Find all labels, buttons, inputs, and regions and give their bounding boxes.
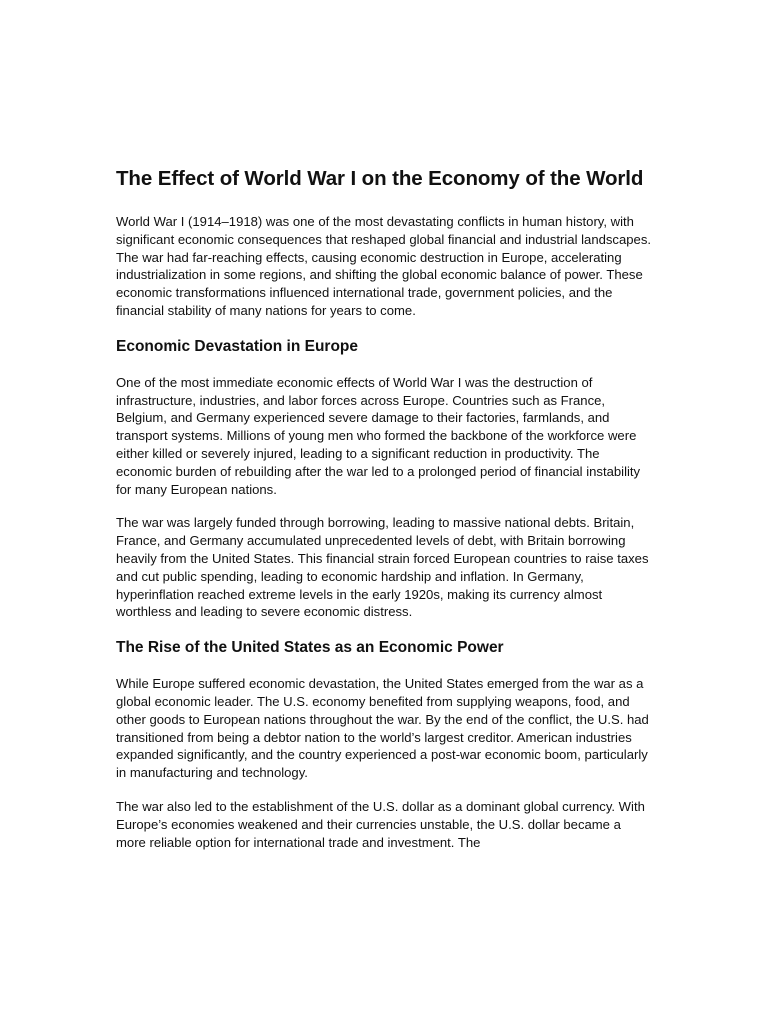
section-2-paragraph-1: While Europe suffered economic devastation, the United States emerged from the war as a global economic leader. The U.S. economy benefited from supplying weapons, food, and other goods to European nations throughout the war. By the end of the conflict, the U.S. had transitioned from being a debtor nation to the world’s largest creditor. American industries expanded significantly, and the country experienced a post-war economic boom, particularly in manufacturing and technology. bbox=[116, 676, 649, 781]
section-1-paragraph-1: One of the most immediate economic effects of World War I was the destruction of infrastructure, industries, and labor forces across Europe. Countries such as France, Belgium, and Germany experienced severe damage to their factories, farmlands, and transport systems. Millions of young men who formed the backbone of the workforce were either killed or severely injured, leading to a significant reduction in productivity. The economic burden of rebuilding after the war led to a prolonged period of financial instability for many European nations. bbox=[116, 374, 641, 497]
section-1-paragraph-2: The war was largely funded through borrowing, leading to massive national debts. Britain, France, and Germany accumulated unprecedented levels of debt, with Britain borrowing heavily from the United States. This financial strain forced European countries to raise taxes and cut public spending, leading to economic hardship and inflation. In Germany, hyperinflation reached extreme levels in the early 1920s, making its currency almost worthless and leading to severe economic distress. bbox=[116, 515, 649, 620]
document-page bbox=[116, 165, 654, 851]
intro-paragraph: World War I (1914–1918) was one of the most devastating conflicts in human history, with significant economic consequences that reshaped global financial and industrial landscapes. The war had far-reaching effects, causing economic destruction in Europe, accelerating industrialization in some regions, and shifting the global economic balance of power. These economic transformations influenced international trade, government policies, and the financial stability of many nations for years to come. bbox=[116, 214, 652, 318]
section-2-paragraph-2: The war also led to the establishment of the U.S. dollar as a dominant global currency. With Europe’s economies weakened and their currencies unstable, the U.S. dollar became a more reliable option for international trade and investment. The bbox=[116, 798, 645, 850]
section-heading-rise-of-us: The Rise of the United States as an Economic Power bbox=[116, 639, 504, 657]
document-title: The Effect of World War I on the Economy of the World bbox=[116, 167, 644, 190]
section-heading-economic-devastation: Economic Devastation in Europe bbox=[116, 337, 359, 355]
